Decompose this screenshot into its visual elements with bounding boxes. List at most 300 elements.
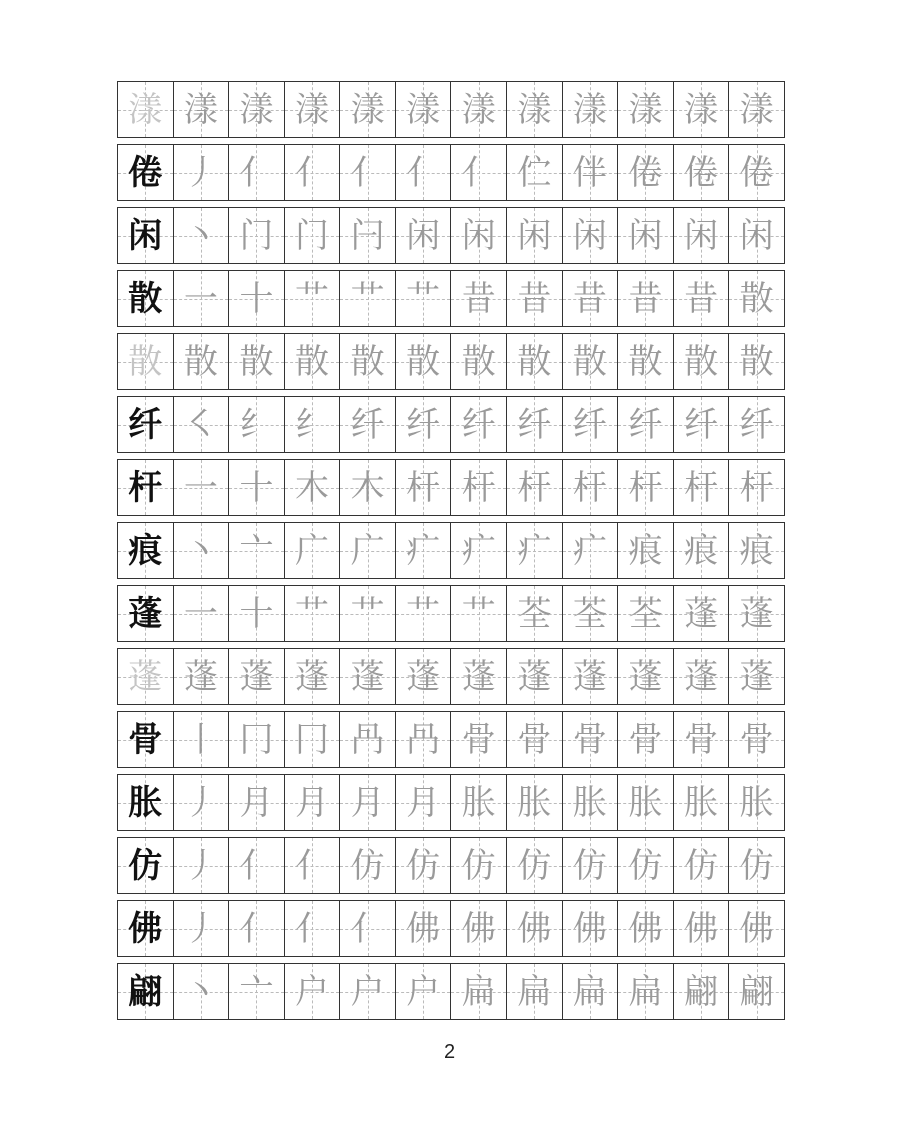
stroke-step-character: 散 — [628, 341, 663, 382]
stroke-step-character: 散 — [295, 341, 330, 382]
stroke-step-character: 广 — [350, 530, 385, 571]
practice-row — [117, 207, 785, 264]
stroke-step-character: 闲 — [406, 215, 441, 256]
trace-character-cell — [395, 460, 451, 515]
trace-character-cell — [506, 271, 562, 326]
stroke-step-character: 骨 — [739, 719, 774, 760]
trace-character-cell — [673, 964, 729, 1019]
trace-character-cell — [506, 145, 562, 200]
model-character-cell — [118, 208, 173, 263]
trace-character-cell — [562, 586, 618, 641]
trace-character-cell — [728, 649, 784, 704]
stroke-step-character: 蓬 — [239, 656, 274, 697]
stroke-step-character: 漾 — [350, 89, 385, 130]
stroke-step-character: 丨 — [183, 719, 218, 760]
stroke-step-character: 仿 — [350, 845, 385, 886]
trace-character-cell — [673, 775, 729, 830]
trace-character-cell — [728, 964, 784, 1019]
trace-character-cell — [173, 208, 229, 263]
stroke-step-character: 倦 — [739, 152, 774, 193]
trace-character-cell — [506, 901, 562, 956]
trace-character-cell — [339, 901, 395, 956]
stroke-step-character: 荃 — [517, 593, 552, 634]
stroke-step-character: 木 — [295, 467, 330, 508]
stroke-step-character: 艹 — [461, 593, 496, 634]
stroke-step-character: 扁 — [628, 971, 663, 1012]
stroke-step-character: 门 — [239, 215, 274, 256]
trace-character-cell — [339, 208, 395, 263]
stroke-step-character: 亻 — [239, 908, 274, 949]
trace-character-cell — [728, 838, 784, 893]
stroke-step-character: 丶 — [183, 215, 218, 256]
stroke-step-character: 漾 — [461, 89, 496, 130]
trace-character-cell — [284, 82, 340, 137]
stroke-step-character: 佛 — [684, 908, 719, 949]
model-character: 闲 — [128, 215, 163, 256]
stroke-step-character: 昔 — [572, 278, 607, 319]
trace-character-cell — [728, 397, 784, 452]
stroke-step-character: 蓬 — [350, 656, 385, 697]
stroke-step-character: 佛 — [461, 908, 496, 949]
stroke-step-character: 倦 — [684, 152, 719, 193]
trace-character-cell — [617, 271, 673, 326]
trace-character-cell — [228, 775, 284, 830]
stroke-step-character: 佛 — [406, 908, 441, 949]
trace-character-cell — [395, 712, 451, 767]
trace-character-cell — [173, 523, 229, 578]
trace-character-cell — [562, 397, 618, 452]
practice-row — [117, 81, 785, 138]
stroke-step-character: 扁 — [461, 971, 496, 1012]
stroke-step-character: 胀 — [739, 782, 774, 823]
model-character-cell — [118, 397, 173, 452]
trace-character-cell — [506, 649, 562, 704]
stroke-step-character: 丿 — [183, 845, 218, 886]
stroke-step-character: 纤 — [461, 404, 496, 445]
stroke-step-character: 仿 — [628, 845, 663, 886]
model-character-cell — [118, 523, 173, 578]
stroke-step-character: 漾 — [628, 89, 663, 130]
trace-character-cell — [173, 775, 229, 830]
trace-character-cell — [728, 334, 784, 389]
practice-row — [117, 648, 785, 705]
page-number: 2 — [443, 1041, 456, 1063]
trace-character-cell — [173, 271, 229, 326]
trace-character-cell — [562, 523, 618, 578]
stroke-step-character: 纤 — [628, 404, 663, 445]
trace-character-cell — [450, 838, 506, 893]
trace-character-cell — [228, 838, 284, 893]
practice-row — [117, 711, 785, 768]
trace-character-cell — [284, 901, 340, 956]
stroke-step-character: 散 — [183, 341, 218, 382]
stroke-step-character: 亠 — [239, 971, 274, 1012]
stroke-step-character: 疒 — [461, 530, 496, 571]
trace-character-cell — [339, 649, 395, 704]
trace-character-cell — [617, 208, 673, 263]
model-character: 痕 — [128, 530, 163, 571]
trace-character-cell — [228, 964, 284, 1019]
stroke-step-character: 漾 — [183, 89, 218, 130]
stroke-step-character: 散 — [739, 278, 774, 319]
stroke-step-character: 胀 — [461, 782, 496, 823]
trace-character-cell — [617, 964, 673, 1019]
stroke-step-character: 户 — [350, 971, 385, 1012]
trace-character-cell — [284, 775, 340, 830]
stroke-step-character: 骨 — [628, 719, 663, 760]
trace-character-cell — [173, 838, 229, 893]
stroke-step-character: 胀 — [684, 782, 719, 823]
trace-character-cell — [284, 586, 340, 641]
trace-character-cell — [395, 271, 451, 326]
stroke-step-character: 月 — [406, 782, 441, 823]
stroke-step-character: 佛 — [739, 908, 774, 949]
trace-character-cell — [617, 838, 673, 893]
stroke-step-character: 杆 — [628, 467, 663, 508]
trace-character-cell — [728, 460, 784, 515]
trace-character-cell — [228, 82, 284, 137]
stroke-step-character: 痕 — [628, 530, 663, 571]
stroke-step-character: 散 — [350, 341, 385, 382]
trace-character-cell — [228, 271, 284, 326]
trace-character-cell — [173, 145, 229, 200]
trace-character-cell — [228, 145, 284, 200]
stroke-step-character: 冎 — [406, 719, 441, 760]
trace-character-cell — [450, 586, 506, 641]
stroke-step-character: 佛 — [628, 908, 663, 949]
trace-character-cell — [562, 649, 618, 704]
stroke-step-character: 纤 — [406, 404, 441, 445]
trace-character-cell — [506, 397, 562, 452]
trace-character-cell — [339, 145, 395, 200]
trace-character-cell — [450, 145, 506, 200]
trace-character-cell — [284, 964, 340, 1019]
stroke-step-character: 仿 — [461, 845, 496, 886]
trace-character-cell — [450, 649, 506, 704]
stroke-step-character: 艹 — [295, 278, 330, 319]
stroke-step-character: 闩 — [350, 215, 385, 256]
practice-row — [117, 270, 785, 327]
stroke-step-character: 扁 — [517, 971, 552, 1012]
practice-grid — [117, 81, 785, 1026]
model-character-cell — [118, 586, 173, 641]
practice-row — [117, 837, 785, 894]
stroke-step-character: 散 — [684, 341, 719, 382]
practice-row — [117, 396, 785, 453]
stroke-step-character: 丿 — [183, 908, 218, 949]
stroke-step-character: 骨 — [572, 719, 607, 760]
trace-character-cell — [450, 460, 506, 515]
stroke-step-character: 蓬 — [684, 593, 719, 634]
model-character: 骨 — [128, 719, 163, 760]
stroke-step-character: 骨 — [684, 719, 719, 760]
trace-character-cell — [562, 460, 618, 515]
trace-character-cell — [228, 334, 284, 389]
practice-row — [117, 459, 785, 516]
stroke-step-character: 漾 — [517, 89, 552, 130]
stroke-step-character: 痕 — [684, 530, 719, 571]
model-character: 漾 — [128, 89, 163, 130]
trace-character-cell — [173, 586, 229, 641]
stroke-step-character: 亻 — [350, 152, 385, 193]
trace-character-cell — [562, 208, 618, 263]
trace-character-cell — [562, 145, 618, 200]
model-character-cell — [118, 838, 173, 893]
stroke-step-character: 亠 — [239, 530, 274, 571]
trace-character-cell — [506, 523, 562, 578]
trace-character-cell — [395, 334, 451, 389]
stroke-step-character: 倦 — [628, 152, 663, 193]
trace-character-cell — [506, 334, 562, 389]
stroke-step-character: 纟 — [295, 404, 330, 445]
trace-character-cell — [562, 901, 618, 956]
stroke-step-character: 漾 — [295, 89, 330, 130]
practice-row — [117, 963, 785, 1020]
stroke-step-character: 仿 — [406, 845, 441, 886]
model-character-cell — [118, 271, 173, 326]
practice-row — [117, 900, 785, 957]
model-character: 翩 — [128, 971, 163, 1012]
trace-character-cell — [339, 523, 395, 578]
stroke-step-character: 亻 — [406, 152, 441, 193]
trace-character-cell — [506, 712, 562, 767]
stroke-step-character: 艹 — [350, 278, 385, 319]
stroke-step-character: 蓬 — [628, 656, 663, 697]
model-character: 纤 — [128, 404, 163, 445]
stroke-step-character: 伴 — [572, 152, 607, 193]
stroke-step-character: 伫 — [517, 152, 552, 193]
trace-character-cell — [284, 334, 340, 389]
stroke-step-character: 冂 — [295, 719, 330, 760]
stroke-step-character: 漾 — [239, 89, 274, 130]
stroke-step-character: 艹 — [406, 593, 441, 634]
trace-character-cell — [228, 649, 284, 704]
trace-character-cell — [617, 712, 673, 767]
stroke-step-character: 漾 — [572, 89, 607, 130]
model-character-cell — [118, 901, 173, 956]
stroke-step-character: 散 — [517, 341, 552, 382]
trace-character-cell — [562, 775, 618, 830]
model-character: 散 — [128, 341, 163, 382]
trace-character-cell — [617, 649, 673, 704]
stroke-step-character: 蓬 — [739, 593, 774, 634]
trace-character-cell — [284, 649, 340, 704]
trace-character-cell — [617, 523, 673, 578]
trace-character-cell — [228, 586, 284, 641]
stroke-step-character: 纤 — [517, 404, 552, 445]
trace-character-cell — [506, 82, 562, 137]
stroke-step-character: 荃 — [628, 593, 663, 634]
stroke-step-character: 丿 — [183, 782, 218, 823]
trace-character-cell — [506, 775, 562, 830]
stroke-step-character: 扁 — [572, 971, 607, 1012]
stroke-step-character: 杆 — [517, 467, 552, 508]
stroke-step-character: ㇛ — [183, 404, 218, 445]
model-character: 胀 — [128, 782, 163, 823]
stroke-step-character: 十 — [239, 278, 274, 319]
trace-character-cell — [284, 145, 340, 200]
trace-character-cell — [506, 586, 562, 641]
trace-character-cell — [339, 460, 395, 515]
trace-character-cell — [284, 838, 340, 893]
trace-character-cell — [284, 397, 340, 452]
stroke-step-character: 佛 — [517, 908, 552, 949]
trace-character-cell — [339, 334, 395, 389]
trace-character-cell — [617, 460, 673, 515]
trace-character-cell — [617, 586, 673, 641]
stroke-step-character: 杆 — [406, 467, 441, 508]
trace-character-cell — [339, 712, 395, 767]
stroke-step-character: 散 — [739, 341, 774, 382]
stroke-step-character: 门 — [295, 215, 330, 256]
stroke-step-character: 痕 — [739, 530, 774, 571]
trace-character-cell — [339, 82, 395, 137]
stroke-step-character: 漾 — [739, 89, 774, 130]
trace-character-cell — [395, 208, 451, 263]
stroke-step-character: 木 — [350, 467, 385, 508]
stroke-step-character: 闲 — [739, 215, 774, 256]
trace-character-cell — [728, 145, 784, 200]
stroke-step-character: 闲 — [572, 215, 607, 256]
stroke-step-character: 冎 — [350, 719, 385, 760]
trace-character-cell — [284, 523, 340, 578]
trace-character-cell — [228, 397, 284, 452]
trace-character-cell — [506, 208, 562, 263]
stroke-step-character: 一 — [183, 467, 218, 508]
trace-character-cell — [173, 334, 229, 389]
trace-character-cell — [562, 712, 618, 767]
stroke-step-character: 亻 — [461, 152, 496, 193]
stroke-step-character: 亻 — [295, 845, 330, 886]
trace-character-cell — [395, 775, 451, 830]
trace-character-cell — [339, 271, 395, 326]
stroke-step-character: 艹 — [350, 593, 385, 634]
trace-character-cell — [562, 964, 618, 1019]
trace-character-cell — [673, 586, 729, 641]
model-character-cell — [118, 334, 173, 389]
trace-character-cell — [284, 712, 340, 767]
trace-character-cell — [506, 460, 562, 515]
practice-row — [117, 522, 785, 579]
trace-character-cell — [673, 271, 729, 326]
trace-character-cell — [450, 712, 506, 767]
stroke-step-character: 冂 — [239, 719, 274, 760]
stroke-step-character: 亻 — [239, 152, 274, 193]
stroke-step-character: 亻 — [239, 845, 274, 886]
stroke-step-character: 月 — [350, 782, 385, 823]
trace-character-cell — [673, 82, 729, 137]
trace-character-cell — [617, 82, 673, 137]
practice-row — [117, 333, 785, 390]
trace-character-cell — [728, 712, 784, 767]
trace-character-cell — [395, 838, 451, 893]
model-character-cell — [118, 460, 173, 515]
trace-character-cell — [673, 145, 729, 200]
stroke-step-character: 胀 — [517, 782, 552, 823]
trace-character-cell — [284, 208, 340, 263]
trace-character-cell — [339, 397, 395, 452]
trace-character-cell — [395, 649, 451, 704]
stroke-step-character: 杆 — [572, 467, 607, 508]
trace-character-cell — [728, 82, 784, 137]
stroke-step-character: 纟 — [239, 404, 274, 445]
stroke-step-character: 散 — [239, 341, 274, 382]
trace-character-cell — [728, 271, 784, 326]
practice-row — [117, 774, 785, 831]
stroke-step-character: 亻 — [295, 908, 330, 949]
trace-character-cell — [728, 523, 784, 578]
trace-character-cell — [339, 586, 395, 641]
stroke-step-character: 闲 — [461, 215, 496, 256]
trace-character-cell — [395, 901, 451, 956]
trace-character-cell — [673, 523, 729, 578]
stroke-step-character: 散 — [461, 341, 496, 382]
stroke-step-character: 骨 — [517, 719, 552, 760]
model-character: 蓬 — [128, 656, 163, 697]
stroke-step-character: 漾 — [684, 89, 719, 130]
stroke-step-character: 昔 — [517, 278, 552, 319]
stroke-step-character: 蓬 — [517, 656, 552, 697]
trace-character-cell — [395, 82, 451, 137]
model-character: 佛 — [128, 908, 163, 949]
trace-character-cell — [562, 838, 618, 893]
stroke-step-character: 翩 — [684, 971, 719, 1012]
trace-character-cell — [173, 82, 229, 137]
trace-character-cell — [506, 838, 562, 893]
stroke-step-character: 荃 — [572, 593, 607, 634]
stroke-step-character: 闲 — [684, 215, 719, 256]
stroke-step-character: 仿 — [572, 845, 607, 886]
stroke-step-character: 蓬 — [684, 656, 719, 697]
model-character: 散 — [128, 278, 163, 319]
stroke-step-character: 佛 — [572, 908, 607, 949]
model-character: 仿 — [128, 845, 163, 886]
trace-character-cell — [673, 901, 729, 956]
trace-character-cell — [395, 523, 451, 578]
stroke-step-character: 闲 — [517, 215, 552, 256]
model-character: 蓬 — [128, 593, 163, 634]
trace-character-cell — [173, 649, 229, 704]
trace-character-cell — [395, 964, 451, 1019]
trace-character-cell — [562, 334, 618, 389]
stroke-step-character: 疒 — [517, 530, 552, 571]
stroke-step-character: 散 — [572, 341, 607, 382]
trace-character-cell — [339, 775, 395, 830]
model-character-cell — [118, 964, 173, 1019]
model-character-cell — [118, 712, 173, 767]
trace-character-cell — [728, 208, 784, 263]
trace-character-cell — [228, 460, 284, 515]
stroke-step-character: 杆 — [739, 467, 774, 508]
trace-character-cell — [450, 334, 506, 389]
stroke-step-character: 仿 — [517, 845, 552, 886]
stroke-step-character: 丶 — [183, 530, 218, 571]
stroke-step-character: 蓬 — [739, 656, 774, 697]
trace-character-cell — [562, 271, 618, 326]
trace-character-cell — [450, 82, 506, 137]
stroke-step-character: 纤 — [739, 404, 774, 445]
stroke-step-character: 疒 — [572, 530, 607, 571]
trace-character-cell — [450, 397, 506, 452]
trace-character-cell — [617, 901, 673, 956]
trace-character-cell — [617, 397, 673, 452]
model-character-cell — [118, 775, 173, 830]
trace-character-cell — [673, 334, 729, 389]
practice-row — [117, 585, 785, 642]
model-character-cell — [118, 145, 173, 200]
stroke-step-character: 一 — [183, 278, 218, 319]
stroke-step-character: 亻 — [350, 908, 385, 949]
